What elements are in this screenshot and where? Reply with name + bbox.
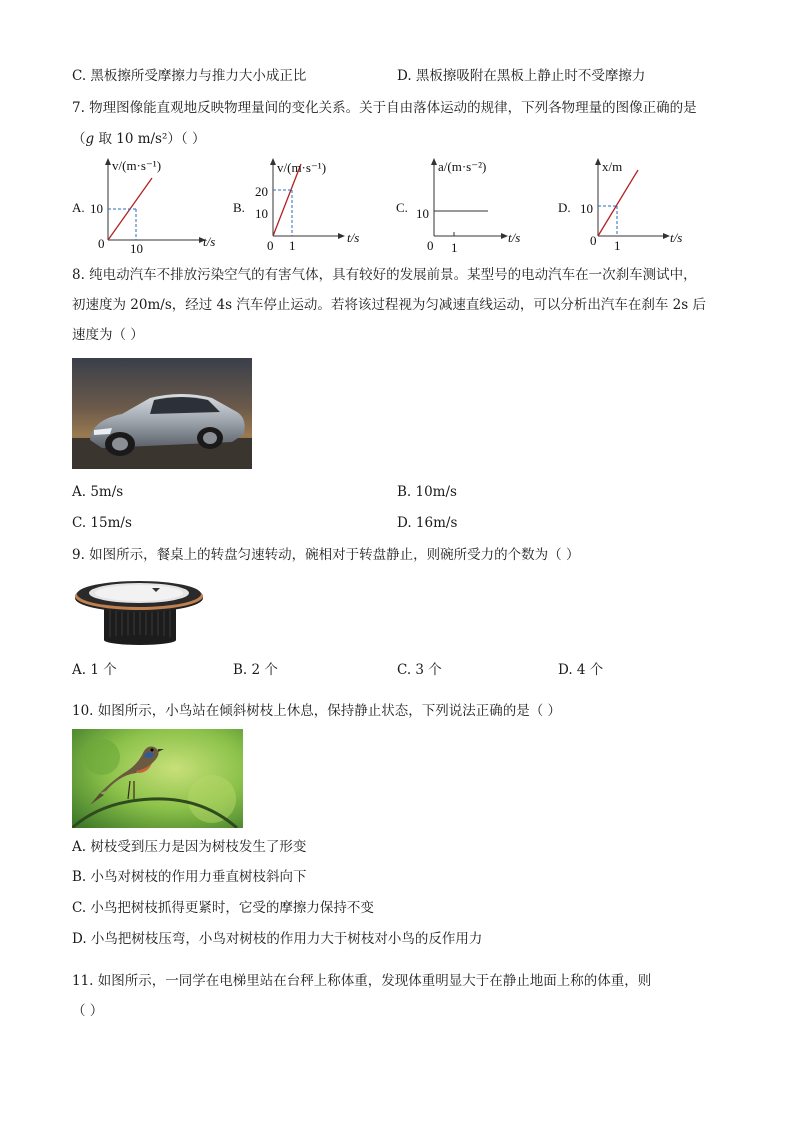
graph-a-x-axis: t/s (203, 234, 216, 249)
q7-stem-line2: （g 取 10 m/s²）（ ） (72, 131, 206, 147)
q8-option-a: A. 5m/s (72, 484, 124, 500)
graph-b-y-tick-20: 20 (255, 184, 268, 199)
graph-b-y-axis: v/(m·s⁻¹) (277, 160, 327, 175)
graph-b-origin: 0 (267, 238, 274, 253)
graph-d-y-tick: 10 (580, 201, 593, 216)
turntable-photo (72, 576, 207, 646)
q8-stem-line3: 速度为（ ） (72, 327, 144, 343)
q11-stem-line2: （ ） (72, 1003, 104, 1019)
q10-stem: 10. 如图所示，小鸟站在倾斜树枝上休息，保持静止状态，下列说法正确的是（ ） (72, 703, 562, 719)
q10-option-c: C. 小鸟把树枝抓得更紧时，它受的摩擦力保持不变 (72, 900, 374, 916)
graph-a-y-tick: 10 (90, 201, 103, 216)
bird-photo (72, 729, 243, 828)
graph-d-label: D. (558, 200, 571, 215)
graph-d-y-axis: x/m (602, 159, 623, 174)
graph-a-origin: 0 (98, 236, 105, 251)
q7-graph-b (231, 156, 391, 256)
graph-c-origin: 0 (427, 238, 434, 253)
graph-c-y-axis: a/(m·s⁻²) (438, 159, 487, 174)
q10-option-a: A. 树枝受到压力是因为树枝发生了形变 (72, 839, 307, 855)
graph-d-x-axis: t/s (670, 230, 683, 245)
q7-graph-d (556, 156, 706, 256)
q8-stem-line2: 初速度为 20m/s，经过 4s 汽车停止运动。若将该过程视为匀减速直线运动，可以分析出汽车在刹车 2s 后 (72, 297, 706, 313)
car-photo (72, 358, 252, 469)
q8-option-d: D. 16m/s (397, 515, 458, 531)
q7-stem-line1: 7. 物理图像能直观地反映物理量间的变化关系。关于自由落体运动的规律，下列各物理量的图像正确的是 (72, 100, 697, 116)
q8-option-b: B. 10m/s (397, 484, 457, 500)
q9-option-a: A. 1 个 (72, 662, 117, 678)
q10-option-b: B. 小鸟对树枝的作用力垂直树枝斜向下 (72, 869, 307, 885)
graph-d-x-tick: 1 (614, 238, 621, 253)
q10-option-d: D. 小鸟把树枝压弯，小鸟对树枝的作用力大于树枝对小鸟的反作用力 (72, 931, 483, 947)
graph-b-y-tick-10: 10 (255, 206, 268, 221)
graph-a-y-axis: v/(m·s⁻¹) (112, 158, 162, 173)
graph-a-x-tick: 10 (130, 241, 143, 256)
graph-b-label: B. (233, 200, 245, 215)
q11-stem-line1: 11. 如图所示，一同学在电梯里站在台秤上称体重，发现体重明显大于在静止地面上称的体重，则 (72, 973, 652, 989)
q9-option-d: D. 4 个 (558, 662, 604, 678)
graph-a-label: A. (72, 200, 85, 215)
q6-option-c: C. 黑板擦所受摩擦力与推力大小成正比 (72, 68, 307, 84)
q8-option-c: C. 15m/s (72, 515, 132, 531)
q6-option-d: D. 黑板擦吸附在黑板上静止时不受摩擦力 (397, 68, 646, 84)
q8-stem-line1: 8. 纯电动汽车不排放污染空气的有害气体，具有较好的发展前景。某型号的电动汽车在一次刹车测试中， (72, 267, 697, 283)
graph-c-label: C. (396, 200, 408, 215)
graph-c-x-axis: t/s (508, 230, 521, 245)
graph-b-x-tick: 1 (289, 238, 296, 253)
graph-c-y-tick: 10 (416, 206, 429, 221)
q9-stem: 9. 如图所示，餐桌上的转盘匀速转动，碗相对于转盘静止，则碗所受力的个数为（ ） (72, 547, 580, 563)
graph-b-x-axis: t/s (347, 230, 360, 245)
q9-option-b: B. 2 个 (233, 662, 278, 678)
q7-graph-a (70, 156, 230, 256)
graph-d-origin: 0 (590, 233, 597, 248)
q7-graph-c (394, 156, 554, 256)
graph-c-x-tick: 1 (451, 240, 458, 255)
q9-option-c: C. 3 个 (397, 662, 442, 678)
